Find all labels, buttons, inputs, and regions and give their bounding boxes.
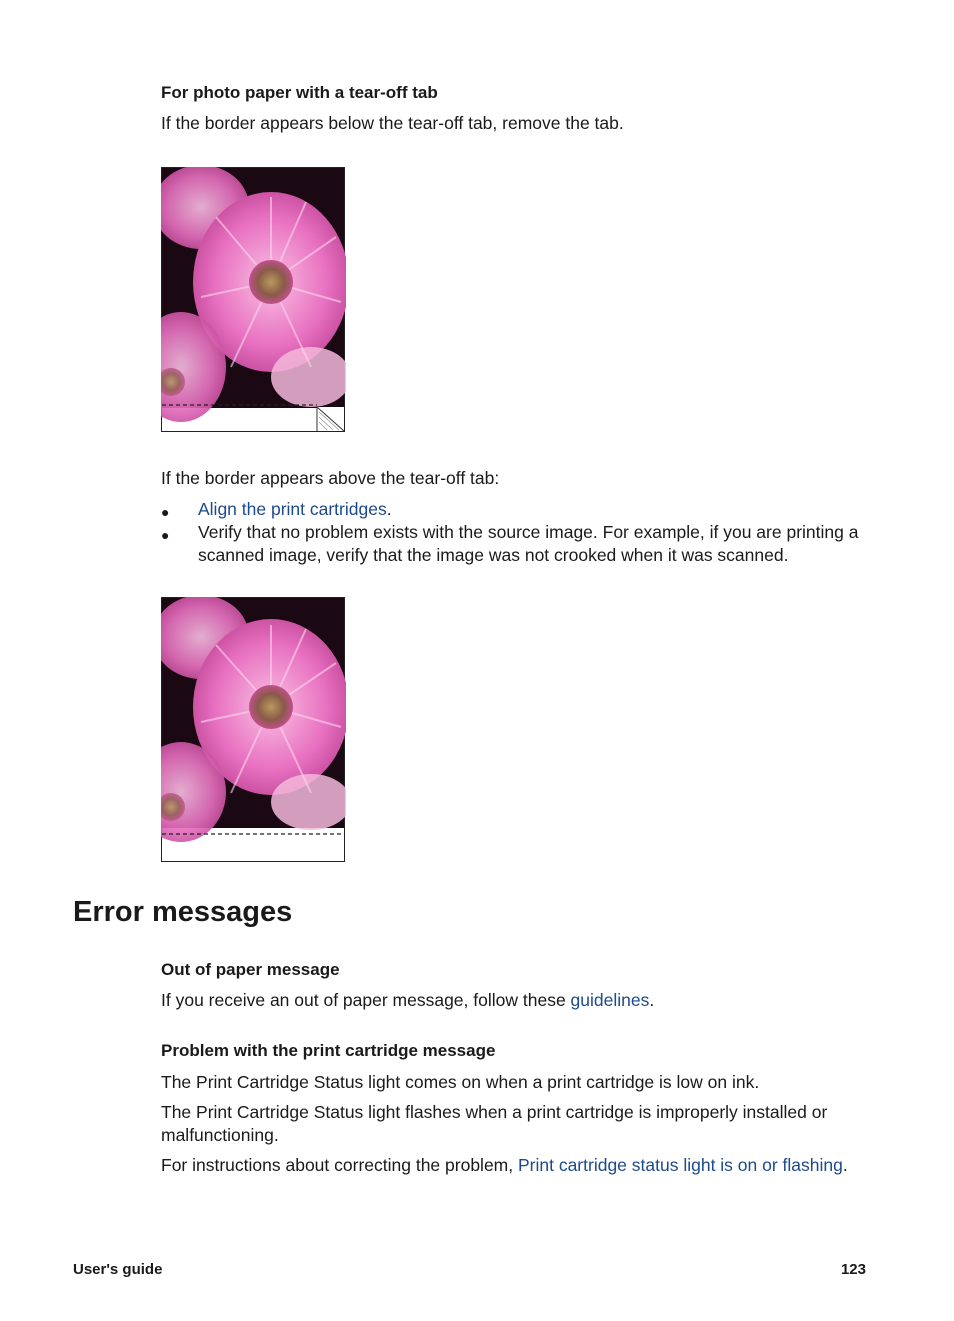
instructions-text-before: For instructions about correcting the problem, [161, 1155, 518, 1175]
flower-photo-border-above-tab [161, 597, 346, 863]
bullet-marker: ● [161, 527, 170, 543]
section-heading-tear-off: For photo paper with a tear-off tab [161, 83, 438, 102]
cartridge-message-heading: Problem with the print cartridge message [161, 1041, 496, 1060]
bullet-marker: ● [161, 504, 170, 520]
list-item [161, 521, 871, 567]
bullet-text-verify-source: Verify that no problem exists with the source image. For example, if you are printing a scanned image, verify that the image was not crooked when it was scanned. [198, 522, 859, 565]
flower-photo-border-below-tab [161, 167, 346, 433]
error-messages-title: Error messages [73, 896, 293, 928]
cartridge-paragraph-low-ink: The Print Cartridge Status light comes on when a print cartridge is low on ink. [161, 1072, 760, 1092]
status-light-link[interactable]: Print cartridge status light is on or flashing [517, 1155, 843, 1175]
instructions-text-after: . [842, 1155, 848, 1175]
out-of-paper-text-after: . [649, 990, 655, 1010]
page-number: 123 [840, 1261, 866, 1278]
bullet-list [161, 498, 871, 567]
out-of-paper-heading: Out of paper message [161, 960, 340, 979]
out-of-paper-text-before: If you receive an out of paper message, follow these [161, 990, 571, 1010]
out-of-paper-text [161, 989, 654, 1012]
cartridge-paragraph-flashes: The Print Cartridge Status light flashes when a print cartridge is improperly installed or malfunctioning. [161, 1102, 828, 1145]
border-above-tab-intro: If the border appears above the tear-off tab: [161, 468, 500, 488]
cartridge-paragraph-instructions [161, 1154, 881, 1177]
align-cartridges-link[interactable]: Align the print cartridges [198, 499, 387, 519]
tear-off-intro: If the border appears below the tear-off tab, remove the tab. [161, 113, 624, 133]
bullet-punctuation: . [386, 499, 392, 519]
list-item [161, 498, 871, 521]
footer-guide-label: User's guide [73, 1261, 163, 1278]
guidelines-link[interactable]: guidelines [570, 990, 650, 1010]
